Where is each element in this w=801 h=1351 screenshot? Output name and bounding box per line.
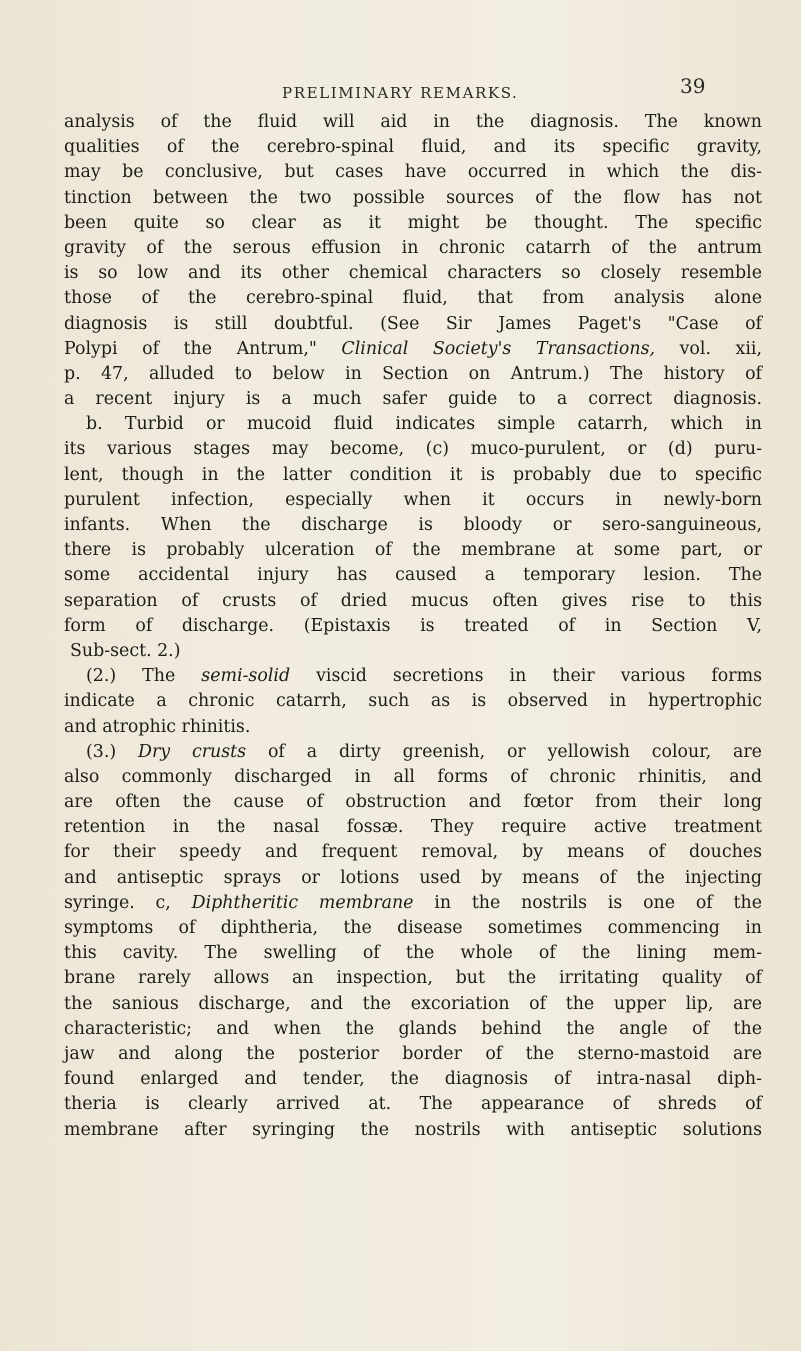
text-line: been quite so clear as it might be thought. The specific [64, 212, 762, 233]
text-run: vol. xii, [655, 338, 762, 359]
text-line: membrane after syringing the nostrils with antiseptic solutions [64, 1119, 762, 1140]
text-line: gravity of the serous effusion in chronic catarrh of the antrum [64, 237, 762, 258]
text-run: Polypi of the Antrum," [64, 338, 342, 359]
text-line: p. 47, alluded to below in Section on Antrum.) The history of [64, 363, 762, 384]
emphasis: Dry crusts [138, 741, 247, 762]
text-line: separation of crusts of dried mucus often gives rise to this [64, 590, 762, 611]
text-line: the sanious discharge, and the excoriation of the upper lip, are [64, 993, 762, 1014]
text-line: characteristic; and when the glands behind the angle of the [64, 1018, 762, 1039]
text-line [64, 337, 762, 362]
emphasis: Diphtheritic membrane [191, 892, 414, 913]
text-line: form of discharge. (Epistaxis is treated of in Section V, [64, 615, 762, 636]
text-line: are often the cause of obstruction and fœtor from their long [64, 792, 762, 813]
text-line: and atrophic rhinitis. [64, 716, 251, 737]
text-line: found enlarged and tender, the diagnosis of intra-nasal diph- [64, 1069, 762, 1090]
text-line: its various stages may become, (c) muco-purulent, or (d) puru- [64, 439, 762, 460]
text-run: (2.) The [86, 666, 202, 687]
running-title: PRELIMINARY REMARKS. [282, 84, 519, 102]
text-line: diagnosis is still doubtful. (See Sir James Paget's "Case of [64, 313, 762, 334]
text-line: and antiseptic sprays or lotions used by means of the injecting [64, 867, 762, 888]
text-line [64, 740, 762, 765]
text-line: symptoms of diphtheria, the disease sometimes commencing in [64, 918, 762, 938]
emphasis: semi-solid [201, 666, 291, 687]
text-line: tinction between the two possible sources of the flow has not [64, 187, 762, 208]
text-line: indicate a chronic catarrh, such as is observed in hypertrophic [64, 691, 762, 712]
body-text [64, 110, 762, 1143]
page-number: 39 [680, 74, 706, 98]
text-line: purulent infection, especially when it occurs in newly-born [64, 489, 762, 510]
text-line: Sub-sect. 2.) [70, 640, 181, 661]
text-line: lent, though in the latter condition it is probably due to specific [64, 464, 762, 485]
text-line: also commonly discharged in all forms of chronic rhinitis, and [64, 766, 762, 787]
text-line: infants. When the discharge is bloody or sero-sanguineous, [64, 515, 762, 535]
text-line: those of the cerebro-spinal fluid, that from analysis alone [64, 288, 762, 309]
text-run: syringe. c, [64, 892, 192, 913]
text-line: some accidental injury has caused a temporary lesion. The [64, 565, 762, 586]
text-line: b. Turbid or mucoid fluid indicates simple catarrh, which in [86, 414, 762, 435]
text-line: jaw and along the posterior border of the sterno-mastoid are [64, 1043, 762, 1064]
text-line: qualities of the cerebro-spinal fluid, and its specific gravity, [64, 137, 762, 158]
text-line: a recent injury is a much safer guide to a correct diagnosis. [64, 389, 762, 410]
text-run: (3.) [86, 741, 139, 762]
text-line: retention in the nasal fossæ. They require active treatment [64, 817, 762, 838]
journal-title: Clinical Society's Transactions, [341, 338, 656, 359]
text-line: is so low and its other chemical characters so closely resemble [64, 263, 762, 284]
text-line: there is probably ulceration of the membrane at some part, or [64, 540, 762, 561]
text-run: of a dirty greenish, or yellowish colour, are [246, 741, 762, 762]
text-line: brane rarely allows an inspection, but the irritating quality of [64, 968, 762, 989]
text-run: viscid secretions in their various forms [290, 666, 762, 687]
text-line [64, 664, 762, 689]
text-line: theria is clearly arrived at. The appearance of shreds of [64, 1094, 762, 1115]
text-line: this cavity. The swelling of the whole of the lining mem- [64, 943, 762, 964]
text-line: analysis of the fluid will aid in the diagnosis. The known [64, 112, 762, 132]
text-line: may be conclusive, but cases have occurred in which the dis- [64, 162, 762, 183]
text-run: in the nostrils is one of the [413, 892, 762, 913]
text-line: for their speedy and frequent removal, by means of douches [64, 842, 762, 863]
text-line [64, 891, 762, 916]
